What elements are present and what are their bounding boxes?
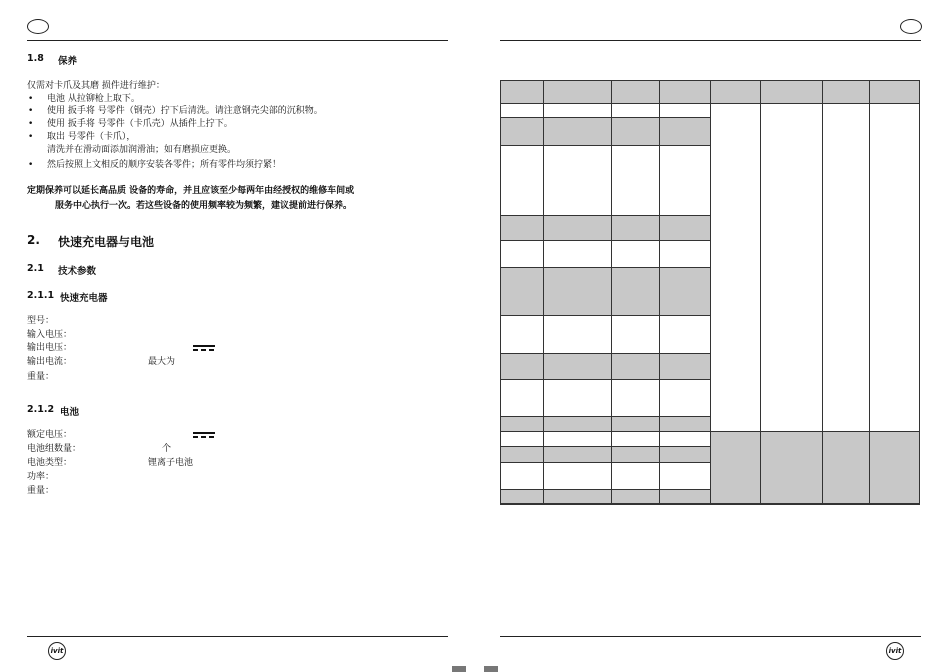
- heading-charger-title: 快速充电器与电池: [58, 235, 155, 249]
- table-row: [660, 380, 711, 417]
- brand-logo-left: ivit: [48, 642, 66, 660]
- table-row: [660, 268, 711, 316]
- table-row: [501, 118, 544, 146]
- table-row: [544, 463, 612, 490]
- table-row: [660, 354, 711, 380]
- table-row: [544, 216, 612, 241]
- footer-rule-left: [27, 636, 448, 637]
- maint-bullet-continuation: 清洗并在滑动面添加润滑油；如有磨损应更换。: [47, 145, 237, 155]
- table-merged-cell: [823, 104, 870, 432]
- table-row: [544, 380, 612, 417]
- table-row: [544, 490, 612, 504]
- table-row: [612, 463, 660, 490]
- page-number-mark-right: [484, 666, 498, 672]
- maint-intro: 仅需对卡爪及其磨 损件进行维护：: [27, 81, 165, 91]
- table-row: [501, 216, 544, 241]
- heading-tech-title: 技术参数: [58, 266, 97, 277]
- dc-symbol-icon: [193, 432, 215, 438]
- table-row: [544, 417, 612, 432]
- table-header-cell: [870, 81, 920, 104]
- table-row: [612, 380, 660, 417]
- charger-spec-label: 输出电压：: [27, 343, 73, 353]
- table-row: [612, 216, 660, 241]
- heading-battery-number: 2.1.2: [27, 404, 55, 415]
- table-row: [501, 380, 544, 417]
- table-row: [660, 417, 711, 432]
- page-marker-oval-right: [900, 19, 922, 34]
- table-header-cell: [711, 81, 761, 104]
- table-row: [501, 146, 544, 216]
- table-row: [660, 216, 711, 241]
- battery-spec-label: 电池类型：: [27, 458, 73, 468]
- heading-maint-title: 保养: [58, 56, 78, 67]
- table-row: [501, 447, 544, 463]
- spec-table: [500, 80, 920, 505]
- table-header-cell: [761, 81, 823, 104]
- page-marker-oval-left: [27, 19, 49, 34]
- table-row: [660, 316, 711, 354]
- table-row: [544, 118, 612, 146]
- table-row: [660, 241, 711, 268]
- table-row: [612, 104, 660, 118]
- maint-bullet: 使用 扳手将 号零件（钢壳）拧下后清洗。请注意钢壳尖部的沉积物。: [47, 106, 323, 116]
- table-row: [501, 463, 544, 490]
- heading-charger-sub-title: 快速充电器: [60, 293, 108, 304]
- table-header-cell: [501, 81, 544, 104]
- maint-bullet: 取出 号零件（卡爪），: [47, 132, 136, 142]
- table-merged-cell: [870, 432, 920, 504]
- table-merged-cell: [870, 104, 920, 432]
- table-row: [612, 146, 660, 216]
- table-row: [660, 118, 711, 146]
- heading-battery-title: 电池: [60, 407, 80, 418]
- table-row: [544, 268, 612, 316]
- heading-charger-sub-number: 2.1.1: [27, 290, 55, 301]
- table-row: [544, 354, 612, 380]
- bullet-symbol: •: [28, 160, 34, 170]
- table-row: [544, 241, 612, 268]
- table-header-cell: [612, 81, 660, 104]
- battery-spec-label: 重量：: [27, 486, 55, 496]
- table-row: [544, 432, 612, 447]
- page-number-mark-left: [452, 666, 466, 672]
- table-row: [501, 354, 544, 380]
- table-row: [612, 432, 660, 447]
- table-row: [544, 316, 612, 354]
- header-rule-left: [27, 40, 448, 41]
- table-row: [612, 118, 660, 146]
- table-row: [612, 354, 660, 380]
- maint-bullet: 然后按照上文相反的顺序安装各零件；所有零件均须拧紧！: [47, 160, 282, 170]
- battery-spec-value: 锂离子电池: [148, 458, 194, 468]
- table-row: [612, 268, 660, 316]
- battery-spec-label: 电池组数量：: [27, 444, 82, 454]
- bullet-symbol: •: [28, 94, 34, 104]
- table-row: [612, 417, 660, 432]
- table-header-cell: [660, 81, 711, 104]
- bullet-symbol: •: [28, 132, 34, 142]
- charger-spec-label: 输出电流：: [27, 357, 73, 367]
- table-row: [660, 146, 711, 216]
- table-merged-cell: [761, 432, 823, 504]
- maint-bullet: 使用 扳手将 号零件（卡爪壳）从插件上拧下。: [47, 119, 233, 129]
- table-row: [612, 316, 660, 354]
- table-row: [660, 490, 711, 504]
- table-row: [660, 463, 711, 490]
- table-row: [544, 146, 612, 216]
- battery-spec-label: 额定电压：: [27, 430, 73, 440]
- table-merged-cell: [711, 432, 761, 504]
- table-row: [501, 417, 544, 432]
- table-row: [501, 316, 544, 354]
- table-row: [612, 447, 660, 463]
- maint-note-line2: 服务中心执行一次。若这些设备的使用频率较为频繁，建议提前进行保养。: [55, 201, 353, 211]
- table-row: [660, 447, 711, 463]
- header-rule-right: [500, 40, 921, 41]
- table-row: [612, 241, 660, 268]
- bullet-symbol: •: [28, 106, 34, 116]
- maint-bullet: 电池 从拉铆枪上取下。: [47, 94, 140, 104]
- table-row: [612, 490, 660, 504]
- bullet-symbol: •: [28, 119, 34, 129]
- heading-maint-number: 1.8: [27, 53, 44, 64]
- table-row: [501, 104, 544, 118]
- table-row: [501, 241, 544, 268]
- table-row: [544, 447, 612, 463]
- heading-charger-number: 2.: [27, 233, 40, 247]
- charger-spec-label: 重量：: [27, 372, 55, 382]
- table-row: [501, 432, 544, 447]
- battery-spec-label: 功率：: [27, 472, 55, 482]
- maint-note-line1: 定期保养可以延长高品质 设备的寿命，并且应该至少每两年由经授权的维修车间或: [27, 186, 355, 196]
- table-row: [660, 104, 711, 118]
- table-row: [501, 490, 544, 504]
- table-merged-cell: [711, 104, 761, 432]
- charger-spec-value: 最大为: [148, 357, 176, 367]
- table-row: [501, 268, 544, 316]
- dc-symbol-icon: [193, 345, 215, 351]
- table-header-cell: [823, 81, 870, 104]
- table-merged-cell: [823, 432, 870, 504]
- charger-spec-label: 输入电压：: [27, 330, 73, 340]
- table-row: [660, 432, 711, 447]
- footer-rule-right: [500, 636, 921, 637]
- battery-spec-value: 个: [162, 444, 172, 454]
- table-row: [544, 104, 612, 118]
- charger-spec-label: 型号：: [27, 316, 55, 326]
- brand-logo-right: ivit: [886, 642, 904, 660]
- heading-tech-number: 2.1: [27, 263, 44, 274]
- table-header-cell: [544, 81, 612, 104]
- table-merged-cell: [761, 104, 823, 432]
